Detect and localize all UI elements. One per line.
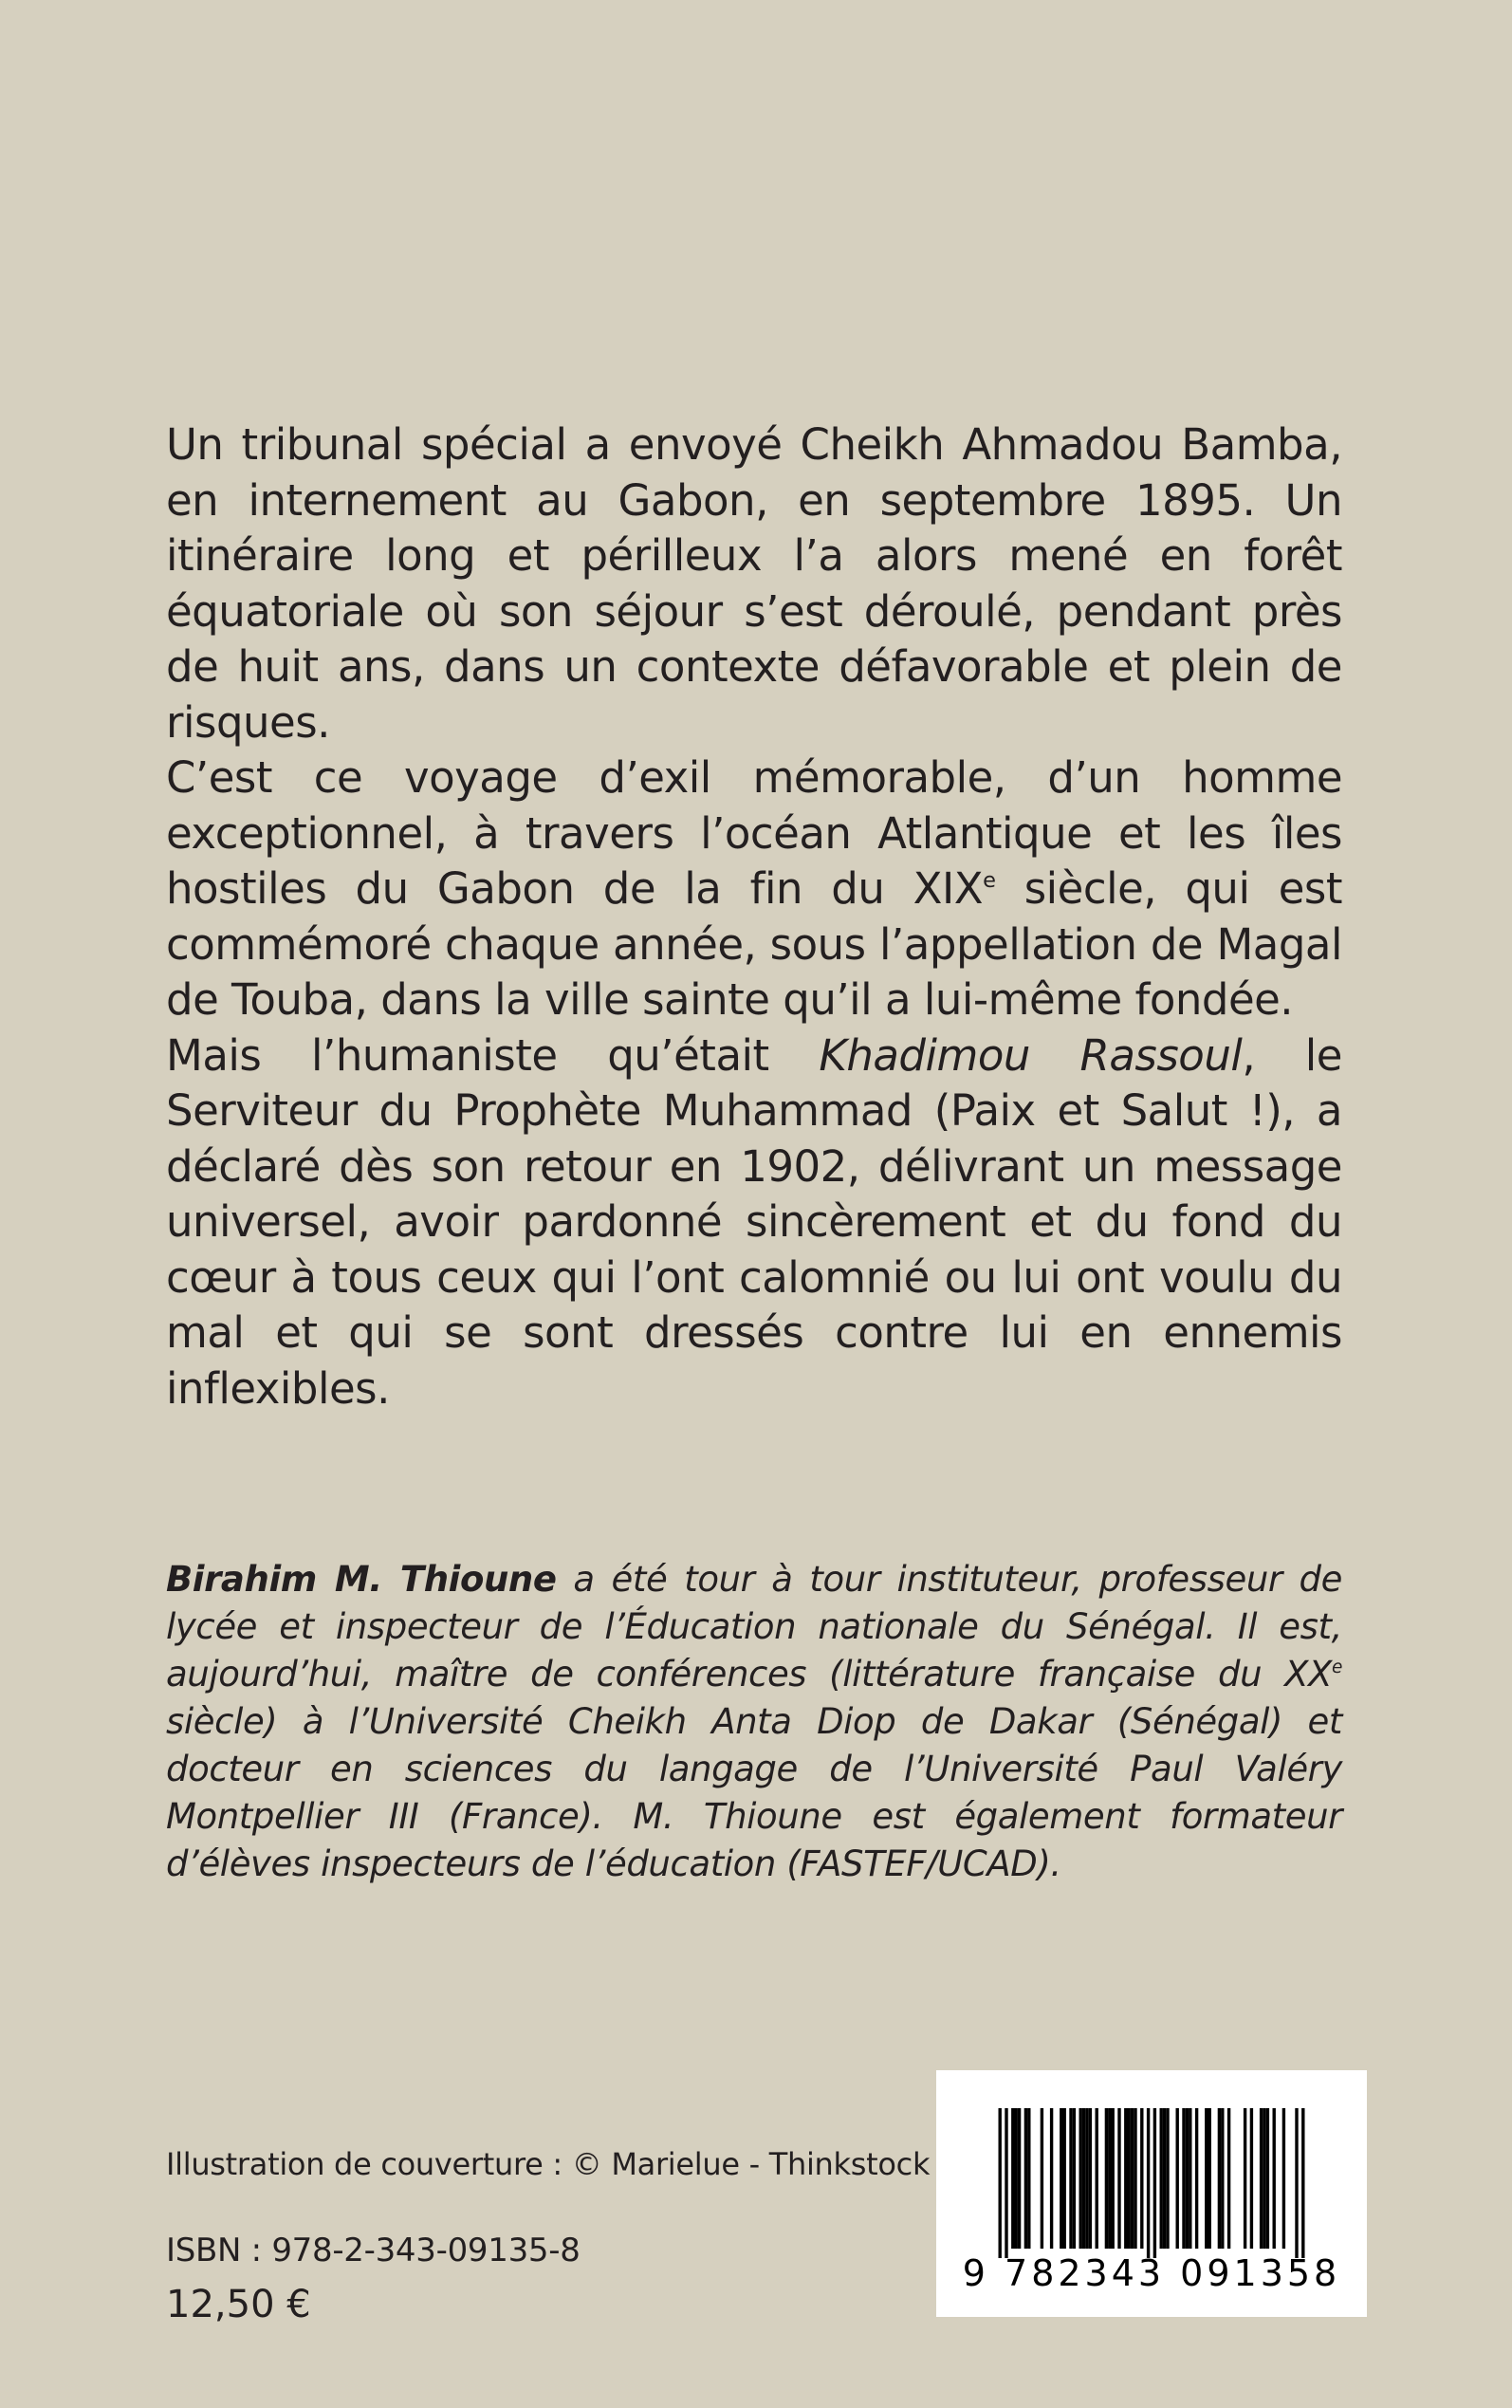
barcode-bar <box>1250 2108 1253 2249</box>
blurb-paragraph-1: Un tribunal spécial a envoyé Cheikh Ahmadou Bamba, en internement au Gabon, en septembre 1895. Un itinéraire long et périlleux l’a alors mené en forêt équatoriale où son séjour s’est déroulé, pendant près de huit ans, dans un contexte défavorable et plein de risques. <box>166 419 1342 748</box>
barcode-bar <box>999 2108 1002 2258</box>
barcode <box>936 2070 1367 2317</box>
barcode-bar <box>1260 2108 1263 2249</box>
barcode-bar <box>1011 2108 1014 2249</box>
barcode-bar <box>1050 2108 1053 2249</box>
author-bio-paragraph <box>166 1556 1342 1888</box>
barcode-bar <box>1186 2108 1189 2249</box>
cover-illustration-credit: Illustration de couverture : © Marielue - Thinkstock <box>166 2146 931 2182</box>
author-bio-text-end: siècle) à l’Université Cheikh Anta Diop de Dakar (Sénégal) et docteur en sciences du langage de l’Université Paul Valéry Montpellier III (France). M. Thioune est également formateur d’élèves inspecteurs de l’éducation (FASTEF/UCAD). <box>166 1701 1342 1884</box>
barcode-bar <box>1060 2108 1062 2249</box>
back-cover-blurb <box>166 417 1342 1417</box>
barcode-bar <box>1221 2108 1224 2249</box>
barcode-bar <box>1163 2108 1166 2249</box>
barcode-bar <box>1166 2108 1169 2249</box>
blurb-p2-text-end: siècle, qui est commémoré chaque année, sous l’appellation de Magal de Touba, dans la ville sainte qu’il a lui-même fondée. <box>166 863 1343 1025</box>
barcode-bar <box>1063 2108 1066 2249</box>
barcode-bar <box>1112 2108 1115 2249</box>
barcode-bar <box>1301 2108 1304 2258</box>
barcode-bar <box>1041 2108 1043 2249</box>
barcode-bar <box>1182 2108 1185 2249</box>
blurb-p2-superscript: e <box>983 868 996 894</box>
barcode-bar <box>1160 2108 1163 2249</box>
barcode-bar <box>1085 2108 1088 2249</box>
blurb-p2-text: C’est ce voyage d’exil mémorable, d’un homme exceptionnel, à travers l’océan Atlantique et les îles hostiles du Gabon de la fin du XIX <box>166 752 1342 914</box>
barcode-bar <box>1153 2108 1156 2258</box>
blurb-p3-text: Mais l’humaniste qu’était <box>166 1029 820 1081</box>
barcode-bar <box>1208 2108 1211 2249</box>
barcode-bar <box>1140 2108 1143 2249</box>
barcode-bar <box>1128 2108 1131 2249</box>
barcode-bar <box>1018 2108 1021 2249</box>
barcode-bar <box>1124 2108 1127 2249</box>
barcode-bar <box>1195 2108 1198 2249</box>
author-name: Birahim M. Thioune <box>166 1559 557 1600</box>
barcode-bar <box>1079 2108 1082 2249</box>
barcode-bar <box>1244 2108 1246 2249</box>
barcode-bar <box>1295 2108 1298 2258</box>
barcode-bar <box>1089 2108 1092 2249</box>
blurb-p3-italic-name: Khadimou Rassoul <box>819 1029 1243 1081</box>
barcode-bars <box>936 2070 1367 2260</box>
author-bio-superscript: e <box>1332 1658 1342 1678</box>
barcode-digits: 9 782343 091358 <box>962 2252 1341 2294</box>
blurb-p3-text-end: , le Serviteur du Prophète Muhammad (Paix et Salut !), a déclaré dès son retour en 1902, délivrant un message universel, avoir pardonné sincèrement et du fond du cœur à tous ceux qui l’ont calomnié ou lui ont voulu du mal et qui se sont dressés contre lui en ennemis inflexibles. <box>166 1029 1342 1414</box>
author-bio-text: a été tour à tour instituteur, professeur de lycée et inspecteur de l’Éducation nationale du Sénégal. Il est, aujourd’hui, maître de conférences (littérature française du XX <box>166 1559 1342 1695</box>
barcode-bar <box>1015 2108 1018 2249</box>
barcode-bar <box>1189 2108 1191 2249</box>
barcode-bar <box>1073 2108 1076 2249</box>
isbn: ISBN : 978-2-343-09135-8 <box>166 2232 581 2269</box>
author-bio <box>166 1556 1342 1888</box>
barcode-bar <box>1024 2108 1027 2249</box>
barcode-bar <box>1205 2108 1208 2249</box>
barcode-bar <box>1027 2108 1030 2249</box>
barcode-bar <box>1273 2108 1276 2249</box>
barcode-bar <box>1131 2108 1134 2249</box>
price: 12,50 € <box>166 2283 311 2326</box>
blurb-paragraph-2 <box>166 750 1342 1028</box>
barcode-bar <box>1105 2108 1108 2249</box>
barcode-bar <box>1176 2108 1179 2249</box>
barcode-bar <box>1117 2108 1120 2249</box>
barcode-bar <box>1069 2108 1072 2249</box>
barcode-bar <box>1266 2108 1269 2249</box>
barcode-bar <box>1005 2108 1007 2258</box>
barcode-bar <box>1096 2108 1098 2249</box>
blurb-paragraph-3 <box>166 1028 1342 1417</box>
barcode-bar <box>1134 2108 1136 2249</box>
barcode-bar <box>1218 2108 1221 2249</box>
barcode-bar <box>1282 2108 1285 2249</box>
barcode-bar <box>1227 2108 1230 2249</box>
barcode-bar <box>1147 2108 1150 2258</box>
barcode-bar <box>1108 2108 1111 2249</box>
barcode-bar <box>1263 2108 1265 2249</box>
barcode-bar <box>1082 2108 1085 2249</box>
